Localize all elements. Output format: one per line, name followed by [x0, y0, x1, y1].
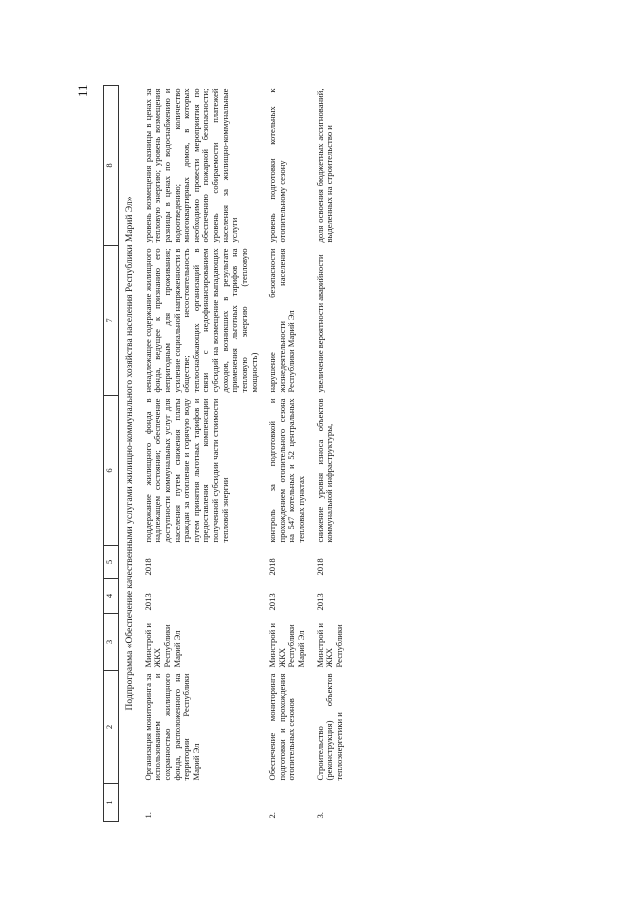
end-year: 2018 [142, 558, 153, 576]
start-year: 2013 [267, 593, 278, 611]
table-row [313, 86, 351, 822]
executor: Минстрой и ЖКХ Республики Марий Эл [142, 623, 182, 668]
row-number: 1. [142, 812, 153, 819]
subprogram-title-row [119, 86, 141, 822]
column-number: 5 [104, 546, 119, 579]
table-row [141, 86, 266, 822]
column-number-row [104, 86, 119, 822]
non-implementation-consequences: нарушение безопасности жизнедеятельности населения Республики Марий Эл [267, 248, 297, 393]
subprogram-title: Подпрограмма «Обеспечение качественными услугами жилищно-коммунального хозяйства населения Республики Марий Эл» [125, 196, 135, 711]
column-number: 2 [104, 671, 119, 784]
column-number: 6 [104, 396, 119, 546]
start-year: 2013 [314, 593, 325, 611]
related-indicators: доля освоения бюджетных ассигнований, выделенных на строительство и [314, 88, 335, 243]
column-number: 8 [104, 86, 119, 246]
table-row [265, 86, 313, 822]
expected-result: снижение уровня износа объектов коммунальной инфраструктуры, [314, 398, 335, 543]
measure-name: Организация мониторинга за использованием и сохранностью жилищного фонда, расположенного на территории Республики Марий Эл [142, 673, 201, 781]
related-indicators: уровень подготовки котельных к отопительному сезону [267, 88, 287, 243]
non-implementation-consequences: ненадлежащее содержание жилищного фонда, ведущее к признанию его непригодным для проживания; усиление социальной напряженности в обществе; несостоятельность теплоснабжающих организаций в связи с недофинансированием субсидий на возмещение выпадающих доходов, возникших в результате применения льготных тарифов на тепловую энергию (тепловую мощность) [142, 248, 259, 393]
page-number: 11 [75, 84, 90, 97]
program-measures-table [103, 85, 351, 822]
expected-result: поддержание жилищного фонда в надлежащем состоянии; обеспечение доступности коммунальных услуг для населения путем снижения платы граждан за отопление и горячую воду путем принятия льготных тарифов и предоставления компенсации полученной субсидии части стоимости тепловой энергии [142, 398, 230, 543]
column-number: 7 [104, 246, 119, 396]
end-year: 2018 [314, 558, 325, 576]
expected-result: контроль за подготовкой и прохождением отопительного сезона на 547 котельных и 52 центральных тепловых пунктах [267, 398, 306, 543]
end-year: 2018 [267, 558, 278, 576]
related-indicators: уровень возмещения разницы в ценах за тепловую энергию; уровень возмещения разницы в ценах по водоснабжению и водоотведению; количество многоквартирных домов, в которых необходимо провести мероприятия по обеспечению пожарной безопасности; уровень собираемости платежей населения за жилищно-коммунальные услуги [142, 88, 240, 243]
row-number: 3. [314, 812, 325, 819]
start-year: 2013 [142, 593, 153, 611]
column-number: 3 [104, 614, 119, 671]
measure-name: Строительство (реконструкция) объектов теплоэнергетики и [314, 673, 344, 781]
executor: Минстрой и ЖКХ Республики Марий Эл [267, 623, 306, 668]
column-number: 4 [104, 579, 119, 614]
measure-name: Обеспечение мониторинга подготовки и прохождения отопительных сезонов [267, 673, 297, 781]
executor: Минстрой и ЖКХ Республики [314, 623, 344, 668]
row-number: 2. [267, 812, 278, 819]
non-implementation-consequences: увеличение вероятности аварийности [314, 254, 325, 393]
column-number: 1 [104, 784, 119, 822]
